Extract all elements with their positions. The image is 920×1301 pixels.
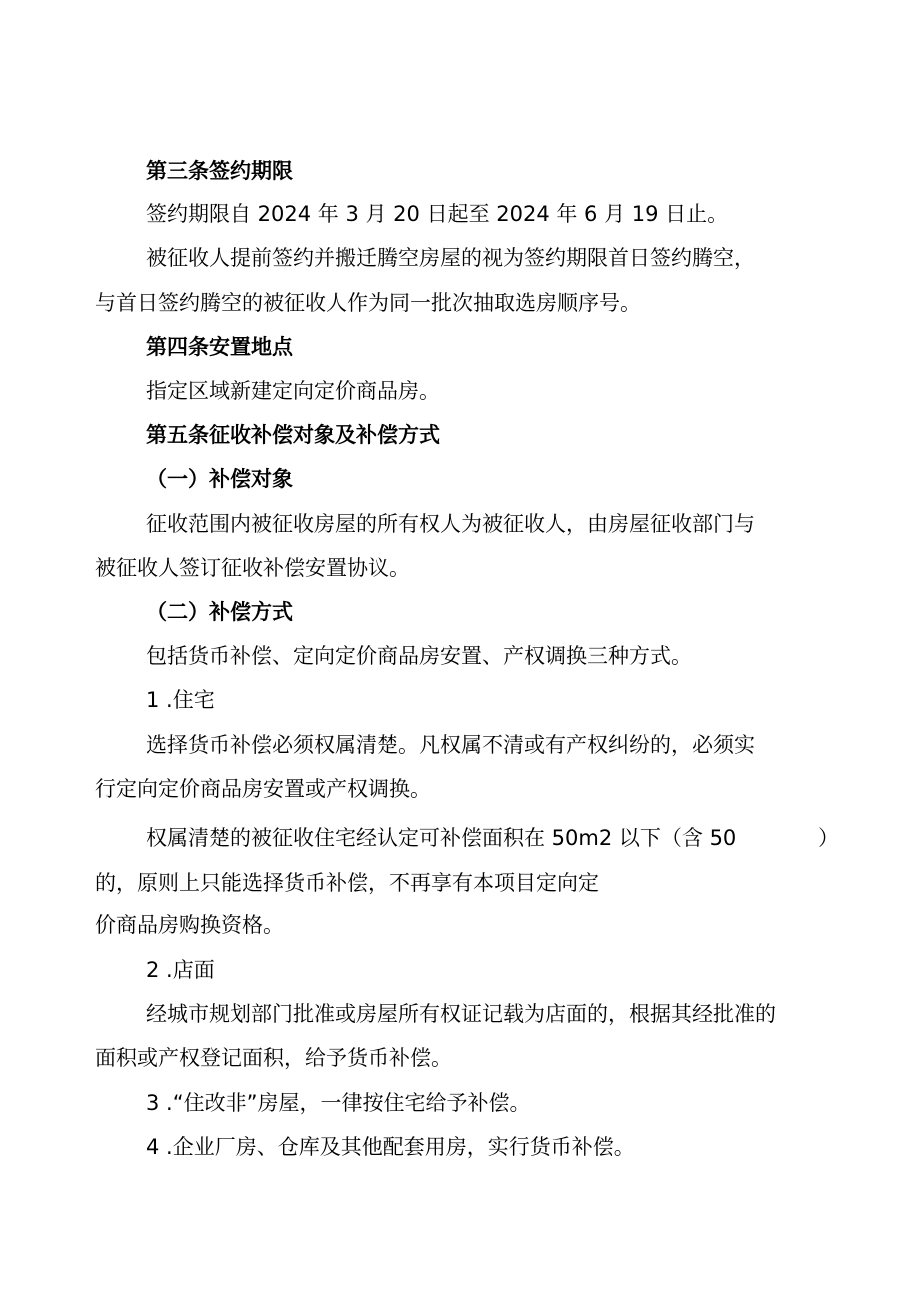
subsection-1-line-2: 被征收人签订征收补偿安置协议。: [95, 556, 410, 580]
article-3-early-signing-line-1: 被征收人提前签约并搬迁腾空房屋的视为签约期限首日签约腾空，: [146, 246, 755, 270]
item-1-line-3: 权属清楚的被征收住宅经认定可补偿面积在 50m2 以下（含 50: [146, 826, 737, 850]
article-3-heading: 第三条签约期限: [146, 159, 293, 183]
subsection-2-line-1: 包括货币补偿、定向定价商品房安置、产权调换三种方式。: [146, 644, 692, 668]
subsection-1-heading: （一）补偿对象: [146, 467, 293, 491]
item-1-line-3-closing-paren: ）: [818, 826, 839, 850]
item-1-line-4: 的，原则上只能选择货币补偿，不再享有本项目定向定: [95, 871, 599, 895]
item-3: 3 .“住改非”房屋，一律按住宅给予补偿。: [146, 1091, 531, 1115]
item-2-line-2: 面积或产权登记面积，给予货币补偿。: [95, 1046, 452, 1070]
item-1-title: 1 .住宅: [146, 688, 215, 712]
item-1-line-2: 行定向定价商品房安置或产权调换。: [95, 777, 431, 801]
subsection-1-line-1: 征收范围内被征收房屋的所有权人为被征收人，由房屋征收部门与: [146, 512, 755, 536]
item-1-line-5: 价商品房购换资格。: [95, 913, 284, 937]
article-3-signing-period: 签约期限自 2024 年 3 月 20 日起至 2024 年 6 月 19 日止。: [146, 202, 729, 226]
article-3-early-signing-line-2: 与首日签约腾空的被征收人作为同一批次抽取选房顺序号。: [95, 291, 641, 315]
item-2-line-1: 经城市规划部门批准或房屋所有权证记载为店面的，根据其经批准的: [146, 1002, 776, 1026]
article-4-heading: 第四条安置地点: [146, 335, 293, 359]
item-1-line-1: 选择货币补偿必须权属清楚。凡权属不清或有产权纠纷的，必须实: [146, 733, 755, 757]
item-4: 4 .企业厂房、仓库及其他配套用房，实行货币补偿。: [146, 1135, 635, 1159]
subsection-2-heading: （二）补偿方式: [146, 600, 293, 624]
article-4-location: 指定区域新建定向定价商品房。: [146, 379, 440, 403]
item-2-title: 2 .店面: [146, 958, 215, 982]
article-5-heading: 第五条征收补偿对象及补偿方式: [146, 423, 440, 447]
